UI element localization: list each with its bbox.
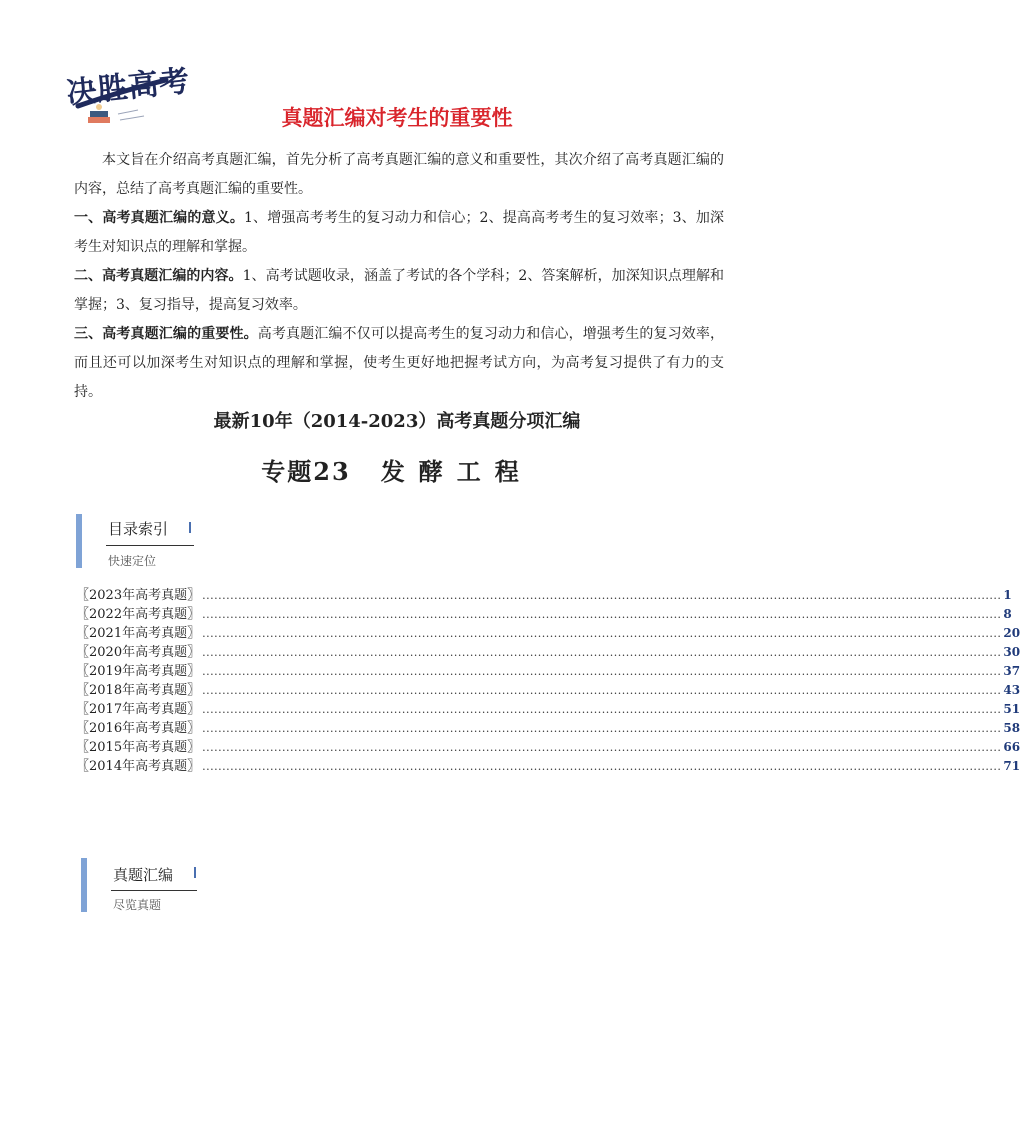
toc-item-page: 71 — [1003, 759, 1020, 773]
toc-leader: ........................................................................................................................................................................................................ — [202, 627, 1002, 640]
toc-leader: ........................................................................................................................................................................................................ — [202, 589, 1002, 602]
intro-point-3-head: 三、高考真题汇编的重要性。 — [74, 326, 258, 342]
intro-point-1 — [74, 204, 724, 262]
intro-point-1-head: 一、高考真题汇编的意义。 — [74, 210, 244, 226]
intro-point-2-body: 1、高考试题收录，涵盖了考试的各个学科；2、答案解析，加深知识点理解和掌握；3、复习指导，提高复习效率。 — [74, 268, 725, 313]
exam-heading-tick — [194, 867, 196, 878]
intro-point-2 — [74, 262, 724, 320]
toc-item-2015[interactable] — [76, 736, 1020, 755]
exam-section-header — [81, 858, 211, 912]
toc-subheading: 快速定位 — [108, 554, 157, 568]
toc-item-2020[interactable] — [76, 641, 1020, 660]
toc-item-label: 〖2017年高考真题〗 — [76, 702, 201, 717]
toc-leader: ........................................................................................................................................................................................................ — [202, 665, 1002, 678]
intro-lead: 本文旨在介绍高考真题汇编，首先分析了高考真题汇编的意义和重要性，其次介绍了高考真题汇编的内容，总结了高考真题汇编的重要性。 — [74, 152, 724, 197]
toc-item-page: 1 — [1003, 588, 1012, 602]
toc-item-label: 〖2023年高考真题〗 — [76, 588, 201, 603]
intro-point-3 — [74, 320, 724, 407]
toc-leader: ........................................................................................................................................................................................................ — [202, 646, 1002, 659]
toc-item-page: 43 — [1003, 683, 1020, 697]
topic-name: 发酵工程 — [380, 457, 533, 486]
toc-item-label: 〖2020年高考真题〗 — [76, 645, 201, 660]
toc-heading-rule — [106, 545, 194, 546]
toc-item-2022[interactable] — [76, 603, 1012, 622]
toc-item-label: 〖2014年高考真题〗 — [76, 759, 201, 774]
toc-item-page: 20 — [1003, 626, 1020, 640]
toc-item-page: 8 — [1003, 607, 1012, 621]
toc-item-label: 〖2016年高考真题〗 — [76, 721, 201, 736]
toc-list — [76, 584, 1020, 774]
toc-item-page: 37 — [1003, 664, 1020, 678]
toc-item-page: 51 — [1003, 702, 1020, 716]
topic-title — [0, 452, 794, 487]
page-title: 真题汇编对考生的重要性 — [281, 106, 513, 130]
toc-item-2018[interactable] — [76, 679, 1020, 698]
toc-item-page: 66 — [1003, 740, 1020, 754]
exam-heading-rule — [111, 890, 197, 891]
toc-item-2014[interactable] — [76, 755, 1020, 774]
toc-item-label: 〖2019年高考真题〗 — [76, 664, 201, 679]
toc-leader: ........................................................................................................................................................................................................ — [202, 703, 1002, 716]
toc-item-label: 〖2018年高考真题〗 — [76, 683, 201, 698]
intro-point-1-body: 1、增强高考考生的复习动力和信心；2、提高高考考生的复习效率；3、加深考生对知识点的理解和掌握。 — [74, 210, 724, 255]
toc-item-2019[interactable] — [76, 660, 1020, 679]
toc-item-label: 〖2015年高考真题〗 — [76, 740, 201, 755]
toc-item-label: 〖2022年高考真题〗 — [76, 607, 201, 622]
intro-point-2-head: 二、高考真题汇编的内容。 — [74, 268, 243, 284]
subtitle: 最新10年（2014-2023）高考真题分项汇编 — [213, 411, 581, 432]
toc-item-2023[interactable] — [76, 584, 1012, 603]
toc-leader: ........................................................................................................................................................................................................ — [202, 684, 1002, 697]
toc-item-2017[interactable] — [76, 698, 1020, 717]
toc-item-2016[interactable] — [76, 717, 1020, 736]
exam-heading: 真题汇编 — [113, 866, 174, 884]
toc-heading: 目录索引 — [108, 520, 169, 538]
toc-leader: ........................................................................................................................................................................................................ — [202, 741, 1002, 754]
toc-leader: ........................................................................................................................................................................................................ — [202, 608, 1002, 621]
exam-accent-bar — [81, 858, 87, 912]
toc-item-page: 30 — [1003, 645, 1020, 659]
toc-item-2021[interactable] — [76, 622, 1020, 641]
toc-accent-bar — [76, 514, 82, 568]
topic-number: 专题23 — [261, 457, 351, 486]
logo-text: 决胜高考 — [64, 63, 192, 112]
toc-leader: ........................................................................................................................................................................................................ — [202, 760, 1002, 773]
toc-item-page: 58 — [1003, 721, 1020, 735]
exam-subheading: 尽览真题 — [113, 898, 162, 912]
intro-text — [74, 146, 724, 407]
toc-item-label: 〖2021年高考真题〗 — [76, 626, 201, 641]
toc-heading-tick — [189, 522, 191, 533]
toc-section-header — [76, 514, 206, 568]
intro-point-3-body: 高考真题汇编不仅可以提高考生的复习动力和信心，增强考生的复习效率，而且还可以加深考生对知识点的理解和掌握，使考生更好地把握考试方向，为高考复习提供了有力的支持。 — [74, 326, 724, 400]
toc-leader: ........................................................................................................................................................................................................ — [202, 722, 1002, 735]
